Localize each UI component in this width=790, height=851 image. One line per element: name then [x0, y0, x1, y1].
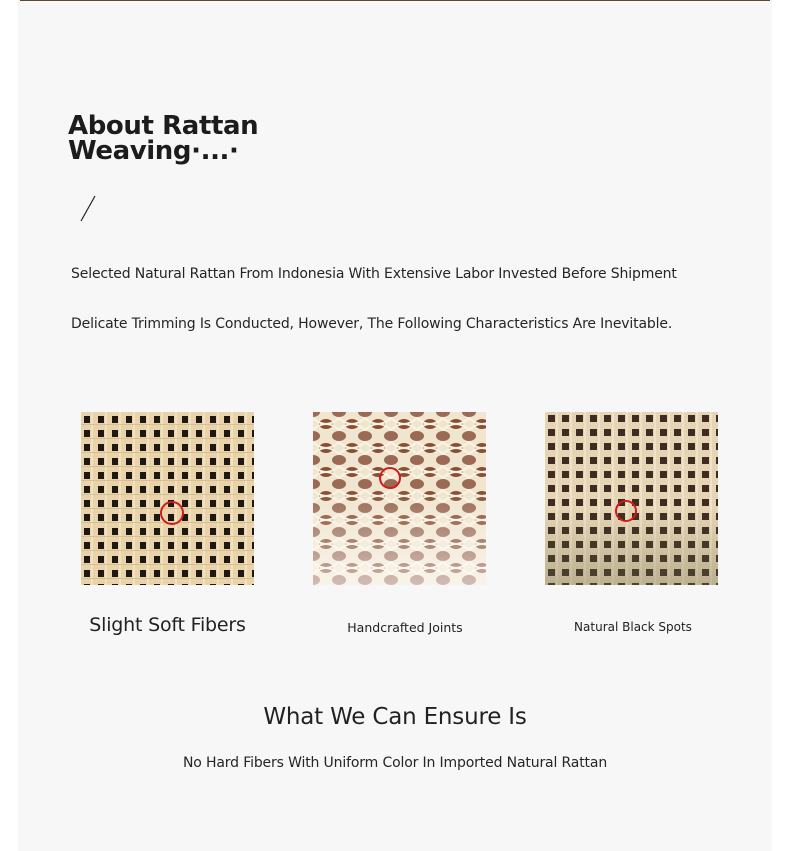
feature-caption-handcrafted-joints: Handcrafted Joints [347, 620, 463, 635]
soft-fibers-image [81, 412, 254, 585]
intro-line-2: Delicate Trimming Is Conducted, However, The Following Characteristics Are Inevitable. [71, 316, 673, 332]
handcrafted-joints-image [313, 412, 486, 585]
ensure-statement: No Hard Fibers With Uniform Color In Imported Natural Rattan [182, 755, 608, 771]
section-title-line-2: Weaving·...· [68, 136, 239, 166]
feature-caption-black-spots: Natural Black Spots [574, 620, 692, 634]
ensure-heading: What We Can Ensure Is [263, 704, 527, 730]
slash-divider-icon [79, 195, 99, 223]
section-title [68, 111, 268, 166]
black-spots-image [545, 412, 718, 585]
section-title-line-1: About Rattan [68, 111, 259, 141]
top-image-edge [20, 0, 770, 1]
intro-line-1: Selected Natural Rattan From Indonesia With Extensive Labor Invested Before Shipment [71, 266, 677, 282]
feature-caption-soft-fibers: Slight Soft Fibers [89, 614, 246, 636]
